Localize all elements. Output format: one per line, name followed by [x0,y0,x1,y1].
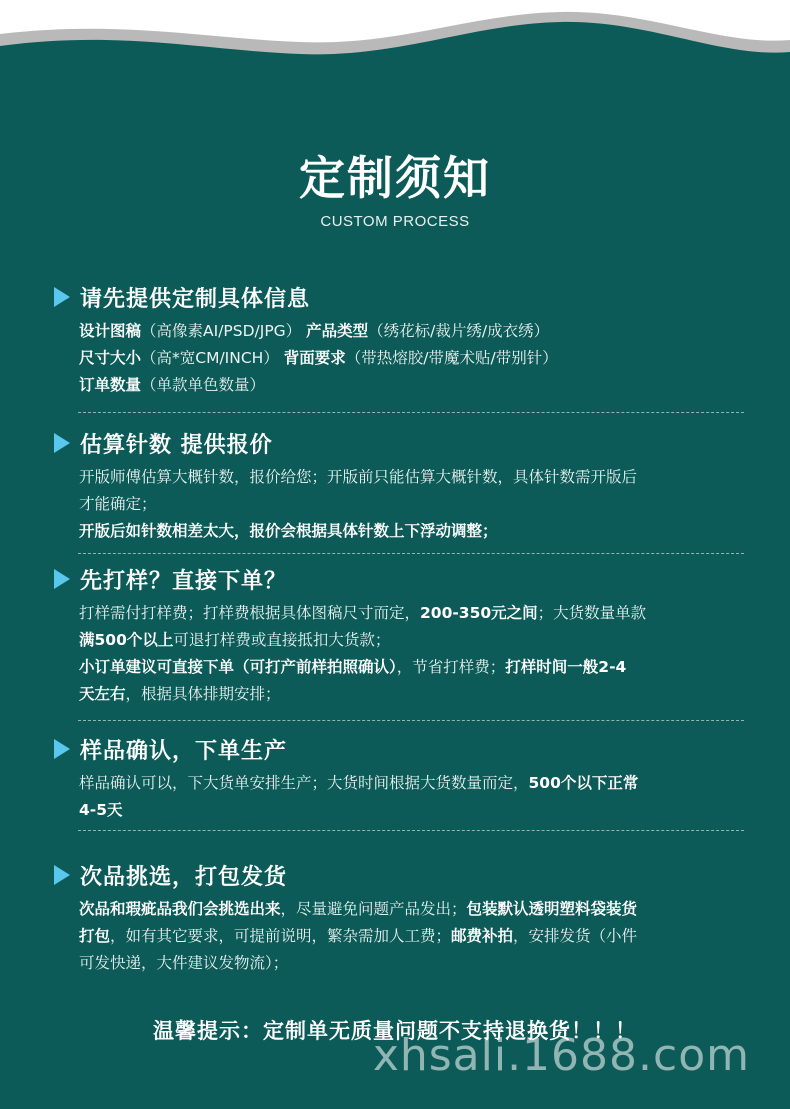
watermark-text: xhsali.1688.com [372,1030,750,1081]
bold-text: 500个以下正常 [528,774,639,792]
section-title: 请先提供定制具体信息 [80,286,311,312]
body-line [79,950,751,977]
page-title: 定制须知 [299,151,491,205]
body-text: 才能确定； [79,495,157,513]
bold-text: 小订单建议可直接下单（可打产前样拍照确认） [79,658,397,676]
body-text: 样品确认可以，下大货单安排生产；大货时间根据大货数量而定， [79,774,529,792]
body-line [79,770,751,797]
section-body [79,464,751,545]
bold-text: 次品和瑕疵品我们会挑选出来 [79,900,281,918]
body-line [79,654,751,681]
body-line [79,627,751,654]
dashed-divider [78,720,744,721]
bold-text: 邮费补拍 [451,927,514,945]
body-line [79,518,751,545]
section-title: 估算针数 提供报价 [80,432,273,458]
section-sample-or-order [54,562,754,708]
section-estimate-quote [54,426,754,545]
section-inspect-ship [54,858,754,977]
body-line [79,797,751,824]
bold-text: 尺寸大小 [79,349,142,367]
section-header [54,562,754,596]
bold-text: 200-350元之间 [420,604,538,622]
body-line [79,318,751,345]
section-header [54,426,754,460]
body-text: 开版师傅估算大概针数，报价给您；开版前只能估算大概针数，具体针数需开版后 [79,468,638,486]
bold-text: 天左右 [79,685,126,703]
body-text: ，尽量避免问题产品发出； [280,900,467,918]
section-title: 次品挑选，打包发货 [80,864,288,890]
footer-notice: 温馨提示：定制单无质量问题不支持退换货！！！ [153,1019,637,1043]
body-line [79,896,751,923]
dashed-divider [78,412,744,413]
bold-text: 4-5天 [79,801,123,819]
body-text: ；大货数量单款 [537,604,647,622]
section-body [79,896,751,977]
page-subtitle: CUSTOM PROCESS [320,213,470,230]
body-text: （高*宽CM/INCH） [141,349,284,367]
dashed-divider [78,830,744,831]
body-text: ，节省打样费； [396,658,506,676]
bold-text: 包装默认透明塑料袋装货 [466,900,638,918]
body-line [79,923,751,950]
top-wave-decoration [0,0,790,120]
section-header [54,280,754,314]
bold-text: 背面要求 [283,349,346,367]
body-text: 可退打样费或直接抵扣大货款； [173,631,391,649]
bold-text: 开版后如针数相差太大，报价会根据具体针数上下浮动调整； [79,522,498,540]
section-body [79,600,751,708]
body-text: （带热熔胶/带魔术贴/带别针） [345,349,558,367]
bold-text: 产品类型 [306,322,369,340]
body-text: （高像素AI/PSD/JPG） [141,322,307,340]
body-text: （单款单色数量） [141,376,266,394]
triangle-bullet-icon [54,739,70,759]
section-confirm-production [54,732,754,824]
section-title: 先打样？直接下单？ [80,568,288,594]
body-text: 可发快递，大件建议发物流）； [79,954,289,972]
bold-text: 订单数量 [79,376,142,394]
body-text: ，根据具体排期安排； [125,685,281,703]
section-body [79,318,751,399]
section-header [54,858,754,892]
body-text: ，如有其它要求，可提前说明，繁杂需加人工费； [110,927,452,945]
body-line [79,464,751,491]
section-body [79,770,751,824]
section-title: 样品确认，下单生产 [80,738,288,764]
body-text: ，安排发货（小件 [513,927,638,945]
triangle-bullet-icon [54,433,70,453]
triangle-bullet-icon [54,287,70,307]
body-text: （绣花标/裁片绣/成衣绣） [368,322,550,340]
body-text: 打样需付打样费；打样费根据具体图稿尺寸而定， [79,604,421,622]
body-line [79,345,751,372]
body-line [79,372,751,399]
triangle-bullet-icon [54,569,70,589]
dashed-divider [78,553,744,554]
bold-text: 满500个以上 [79,631,174,649]
section-header [54,732,754,766]
section-provide-info [54,280,754,399]
body-line [79,600,751,627]
bold-text: 打样时间一般2-4 [505,658,627,676]
triangle-bullet-icon [54,865,70,885]
bold-text: 设计图稿 [79,322,142,340]
body-line [79,491,751,518]
body-line [79,681,751,708]
bold-text: 打包 [79,927,111,945]
